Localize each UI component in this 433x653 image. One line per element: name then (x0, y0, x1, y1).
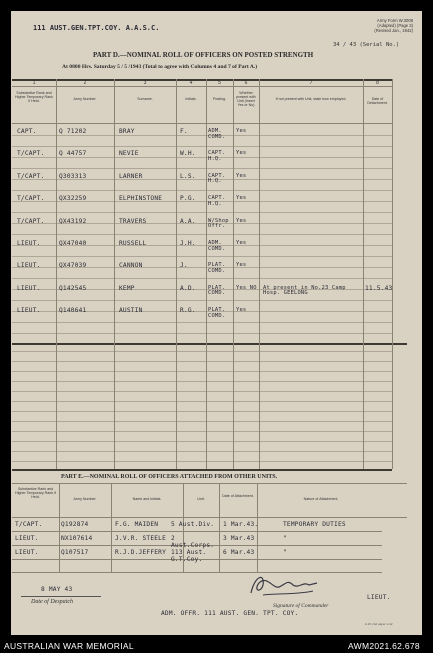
cell-initials: W.H. (180, 150, 196, 158)
column-header: Unit. (197, 497, 205, 501)
cell-unit: 2 Aust.Corps. (171, 535, 215, 549)
cell-surname: KEMP (119, 284, 135, 292)
cell-number: Q303313 (59, 172, 87, 180)
cell-date: 6 Mar.43 (223, 549, 255, 556)
cell-rank: CAPT. (17, 128, 37, 135)
column-header: Date of Detachment. (367, 97, 388, 106)
cell-posting: W/Shop Offr. (208, 217, 229, 230)
column-header: Surname. (137, 97, 153, 101)
cell-number: Q 44757 (59, 150, 87, 158)
table-row (11, 261, 391, 281)
cell-date: 1 Mar.43. (223, 521, 259, 528)
cell-posting: PLAT. COMD. (208, 262, 226, 275)
cell-surname: NEVIE (119, 150, 139, 158)
col-divider (392, 79, 393, 469)
serial-number: 34 / 43 (Serial No.) (333, 42, 400, 48)
column-header: Substantive Rank and Higher Temporary Rank if Held. (15, 487, 56, 500)
table-row (11, 520, 381, 533)
column-number: 1 (32, 80, 36, 86)
cell-present: Yes (236, 128, 247, 134)
signature-label: Signature of Commander (273, 603, 329, 609)
column-header: Army Number. (73, 97, 97, 101)
ruled-line (12, 411, 392, 412)
cell-posting: ADM. COMD. (208, 128, 226, 140)
cell-rank: T/CAPT. (15, 521, 43, 528)
cell-present: Yes NO (236, 284, 257, 291)
strength-date-line: At 0800 Hrs. Saturday 5 / 5 /1943 (Total to agree with Columns 4 and 7 of Part A.) (62, 64, 258, 70)
archive-name: AUSTRALIAN WAR MEMORIAL (4, 641, 134, 651)
cell-rank: LIEUT. (17, 307, 41, 315)
cell-initials: J. (180, 262, 188, 270)
cell-surname: CANNON (119, 262, 143, 270)
cell-surname: LARNER (119, 172, 143, 180)
column-header: Substantive Rank and Higher Temporary Rank if Held. (15, 91, 53, 104)
column-number: 5 (218, 80, 221, 86)
cell-present: Yes (236, 262, 247, 269)
cell-number: NX107614 (61, 535, 93, 542)
column-header: Initials. (185, 97, 197, 101)
ruled-line (12, 401, 392, 402)
table-row (11, 284, 391, 304)
part-e-header-border (12, 517, 407, 518)
cell-surname: RUSSELL (119, 240, 147, 247)
column-header: Nature of Attachment. (303, 497, 339, 501)
cell-number: Q107517 (61, 549, 89, 556)
column-number: 2 (83, 80, 87, 86)
cell-number: QX47039 (59, 262, 87, 270)
despatch-label: Date of Despatch (31, 599, 73, 605)
table-row (11, 149, 391, 169)
signatory-rank: LIEUT. (367, 594, 391, 601)
ruled-line (12, 451, 392, 452)
ruled-line (12, 461, 392, 462)
cell-present: Yes (236, 150, 247, 157)
cell-unit: 5 Aust.Div. (171, 521, 215, 528)
despatch-underline (21, 596, 101, 597)
ruled-line (12, 361, 392, 362)
ruled-line (12, 333, 392, 334)
cell-posting: CAPT. H.Q. (208, 172, 226, 185)
cell-date: 11.5.43 (365, 284, 393, 292)
part-e-bottom-border (12, 572, 382, 573)
cell-initials: R.G. (180, 307, 196, 315)
commander-signature (243, 571, 323, 601)
despatch-date: 8 MAY 43 (41, 586, 73, 593)
cell-date: 3 Mar.43 (223, 535, 255, 542)
cell-nature: " (283, 535, 287, 542)
ruled-line (12, 371, 392, 372)
ruled-line (12, 351, 392, 352)
cell-name: J.V.R. STEELE (115, 535, 167, 542)
column-header: Date of Attachment. (222, 494, 254, 498)
cell-posting: PLAT. COMD. (208, 307, 226, 319)
cell-rank: LIEUT. (17, 284, 41, 292)
part-d-bottom-border (12, 469, 392, 471)
column-number: 6 (244, 80, 248, 86)
cell-initials: L.S. (180, 172, 196, 180)
cell-rank: T/CAPT. (17, 172, 45, 180)
cell-present: Yes (236, 172, 247, 179)
cell-rank: T/CAPT. (17, 217, 45, 225)
cell-initials: P.G. (180, 195, 196, 203)
column-number: 4 (189, 80, 193, 86)
cell-surname: ELPHINSTONE (119, 195, 163, 203)
table-row (11, 127, 391, 147)
cell-number: QX43192 (59, 217, 87, 225)
column-header: Whether present with Unit (Insert Yes or No) (236, 91, 256, 108)
cell-rank: T/CAPT. (17, 195, 45, 203)
cell-posting: CAPT. H.Q. (208, 150, 226, 163)
cell-number: QX32259 (59, 195, 87, 203)
cell-rank: T/CAPT. (17, 150, 45, 158)
cell-present: Yes (236, 240, 247, 246)
cell-number: Q192874 (61, 521, 89, 528)
cell-present: Yes (236, 195, 247, 202)
part-e-title: PART E.—NOMINAL ROLL OF OFFICERS ATTACHED FROM OTHER UNITS. (61, 474, 278, 480)
table-row (11, 194, 391, 214)
cell-name: F.G. MAIDEN (115, 521, 159, 528)
cell-number: QX47040 (59, 240, 87, 247)
form-ref-line: (Revised Jan., 1942) (374, 27, 413, 33)
ruled-line (12, 431, 392, 432)
printer-note: A.W. 2nd paper 1-42 (365, 622, 393, 626)
table-row (11, 534, 381, 547)
cell-unit: 113 Aust. G.T.Coy. (171, 549, 207, 563)
form-ref-line: Army Form W.3008 (376, 18, 413, 23)
table-row (11, 306, 391, 326)
cell-number: Q 71202 (59, 128, 87, 135)
table-row (11, 172, 391, 192)
column-number: 3 (143, 80, 147, 86)
cell-posting: PLAT. COMD. (208, 284, 226, 297)
cell-initials: A.A. (180, 217, 196, 225)
table-row (11, 239, 391, 259)
cell-nature: " (283, 549, 287, 556)
part-e-top-border (12, 483, 407, 484)
column-header: Army Number. (73, 497, 97, 501)
column-header: If not present with Unit, state how employed. (275, 97, 347, 101)
cell-rank: LIEUT. (17, 240, 41, 247)
cell-surname: TRAVERS (119, 217, 147, 225)
cell-name: R.J.D.JEFFERY (115, 549, 167, 556)
cell-surname: BRAY (119, 128, 135, 135)
table-row (11, 548, 381, 561)
ruled-line (12, 391, 392, 392)
part-d-title: PART D.—NOMINAL ROLL OF OFFICERS ON POSTED STRENGTH (93, 51, 314, 59)
cell-number: Q142545 (59, 284, 87, 292)
cell-initials: J.H. (180, 240, 196, 247)
cell-posting: CAPT. H.Q. (208, 195, 226, 207)
archive-reference: AWM2021.62.678 (348, 641, 420, 651)
table-row (11, 217, 391, 237)
column-number: 8 (376, 80, 379, 86)
cell-present: Yes (236, 217, 247, 224)
document-page (11, 11, 422, 635)
cell-rank: LIEUT. (15, 549, 39, 556)
cell-employed: At present in No.23 Camp Hosp. GEELONG (263, 284, 346, 297)
form-reference (333, 19, 413, 33)
entries-end-border (12, 343, 407, 345)
column-header: Name and Initials. (132, 497, 162, 501)
cell-initials: A.D. (180, 284, 196, 292)
column-header: Posting. (213, 97, 226, 101)
cell-rank: LIEUT. (17, 262, 41, 270)
unit-title: 111 AUST.GEN.TPT.COY. A.A.S.C. (33, 24, 160, 32)
form-ref-line: (Adapted) (Page 3) (377, 22, 413, 28)
cell-posting: ADM. COMD. (208, 240, 226, 252)
cell-nature: TEMPORARY DUTIES (283, 521, 346, 528)
adm-officer-line: ADM. OFFR. 111 AUST. GEN. TPT. COY. (161, 610, 299, 617)
header-row-border (12, 123, 392, 124)
ruled-line (12, 421, 392, 422)
cell-present: Yes (236, 307, 247, 314)
ruled-line (12, 381, 392, 382)
cell-initials: F. (180, 128, 188, 135)
cell-number: Q140641 (59, 307, 87, 315)
cell-rank: LIEUT. (15, 535, 39, 542)
ruled-line (12, 441, 392, 442)
column-number: 7 (309, 80, 313, 86)
cell-surname: AUSTIN (119, 307, 143, 315)
